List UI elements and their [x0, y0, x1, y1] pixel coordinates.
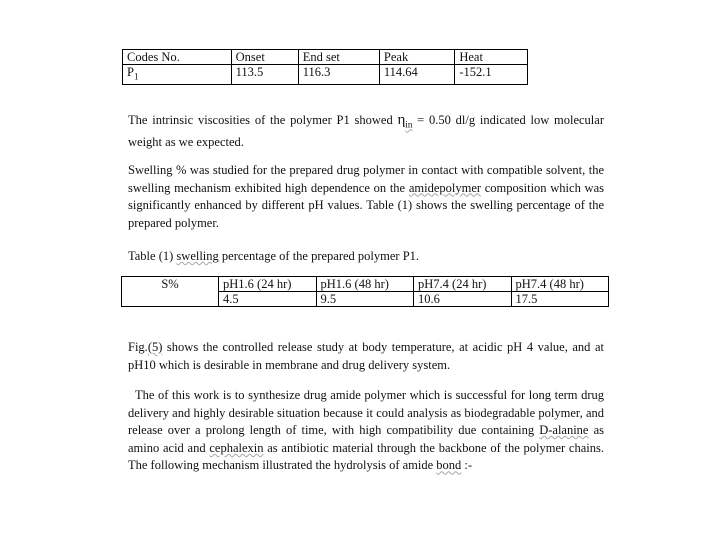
para1-pre: The intrinsic viscosities of the polymer P1 showed — [128, 113, 398, 127]
para4-w1: D-alanine — [539, 423, 589, 438]
header-codes: Codes No. — [123, 50, 232, 65]
header-peak: Peak — [379, 50, 454, 65]
para4-w2: cephalexin — [209, 440, 264, 455]
header-ph74-48: pH7.4 (48 hr) — [511, 277, 609, 292]
swelling-table — [121, 276, 609, 307]
table-header-row — [123, 50, 528, 65]
header-ph16-48: pH1.6 (48 hr) — [316, 277, 414, 292]
cell-heat: -152.1 — [455, 65, 528, 85]
cell-code — [123, 65, 232, 85]
table-header-row — [122, 277, 609, 292]
header-ph16-24: pH1.6 (24 hr) — [219, 277, 317, 292]
code-subscript: 1 — [133, 71, 139, 82]
para4-w3: bond — [436, 458, 462, 473]
table-caption — [128, 248, 604, 266]
row-header-s: S% — [122, 277, 219, 307]
cell-peak: 114.64 — [379, 65, 454, 85]
code-text: P — [127, 65, 134, 79]
eta-subscript: in — [405, 119, 413, 130]
paragraph-aim — [128, 387, 604, 475]
header-onset: Onset — [231, 50, 298, 65]
caption-pre: Table (1) — [128, 249, 177, 263]
header-ph74-24: pH7.4 (24 hr) — [414, 277, 512, 292]
thermal-analysis-table — [122, 49, 528, 85]
para2-word: amidepolymer — [408, 180, 482, 195]
caption-word: swelling — [176, 249, 219, 263]
value-ph74-48: 17.5 — [511, 292, 609, 307]
para1-post: = 0.50 dl/g indicated low molecular weight as we expected. — [128, 113, 604, 150]
header-endset: End set — [298, 50, 379, 65]
caption-post: percentage of the prepared polymer P1. — [218, 249, 420, 263]
paragraph-release — [128, 339, 604, 374]
para4-t2: as amino acid and — [128, 423, 604, 455]
para4-t3: as antibiotic material through the backbone of the polymer chains. The following mechanism illustrated the hydrolysis of amide — [128, 440, 604, 473]
header-heat: Heat — [455, 50, 528, 65]
value-ph16-48: 9.5 — [316, 292, 414, 307]
eta-symbol: η — [397, 112, 406, 128]
paragraph-swelling — [128, 162, 604, 232]
para4-t1: The of this work is to synthesize drug amide polymer which is successful for long term drug delivery and highly desirable situation because it could analysis as biodegradable polymer, and release over a prolong length of time, with high compatibility due containing — [128, 388, 604, 438]
para4-t4: :- — [461, 458, 473, 473]
cell-endset: 116.3 — [298, 65, 379, 85]
para3-pre: Fig. — [128, 340, 148, 354]
table-row — [123, 65, 528, 85]
para2-pre: Swelling % was studied for the prepared drug polymer in contact with compatible solvent, the swelling mechanism exhibited high dependence on the — [128, 163, 604, 195]
value-ph16-24: 4.5 — [219, 292, 317, 307]
para2-post: composition which was significantly enhanced by different pH values. Table (1) shows the swelling percentage of the prepared polymer. — [128, 180, 604, 230]
para3-post: shows the controlled release study at body temperature, at acidic pH 4 value, and at pH10 which is desirable in membrane and drug delivery system. — [128, 340, 604, 372]
paragraph-viscosity — [128, 112, 604, 152]
value-ph74-24: 10.6 — [414, 292, 512, 307]
para3-word: (5) — [147, 340, 163, 354]
cell-onset: 113.5 — [231, 65, 298, 85]
